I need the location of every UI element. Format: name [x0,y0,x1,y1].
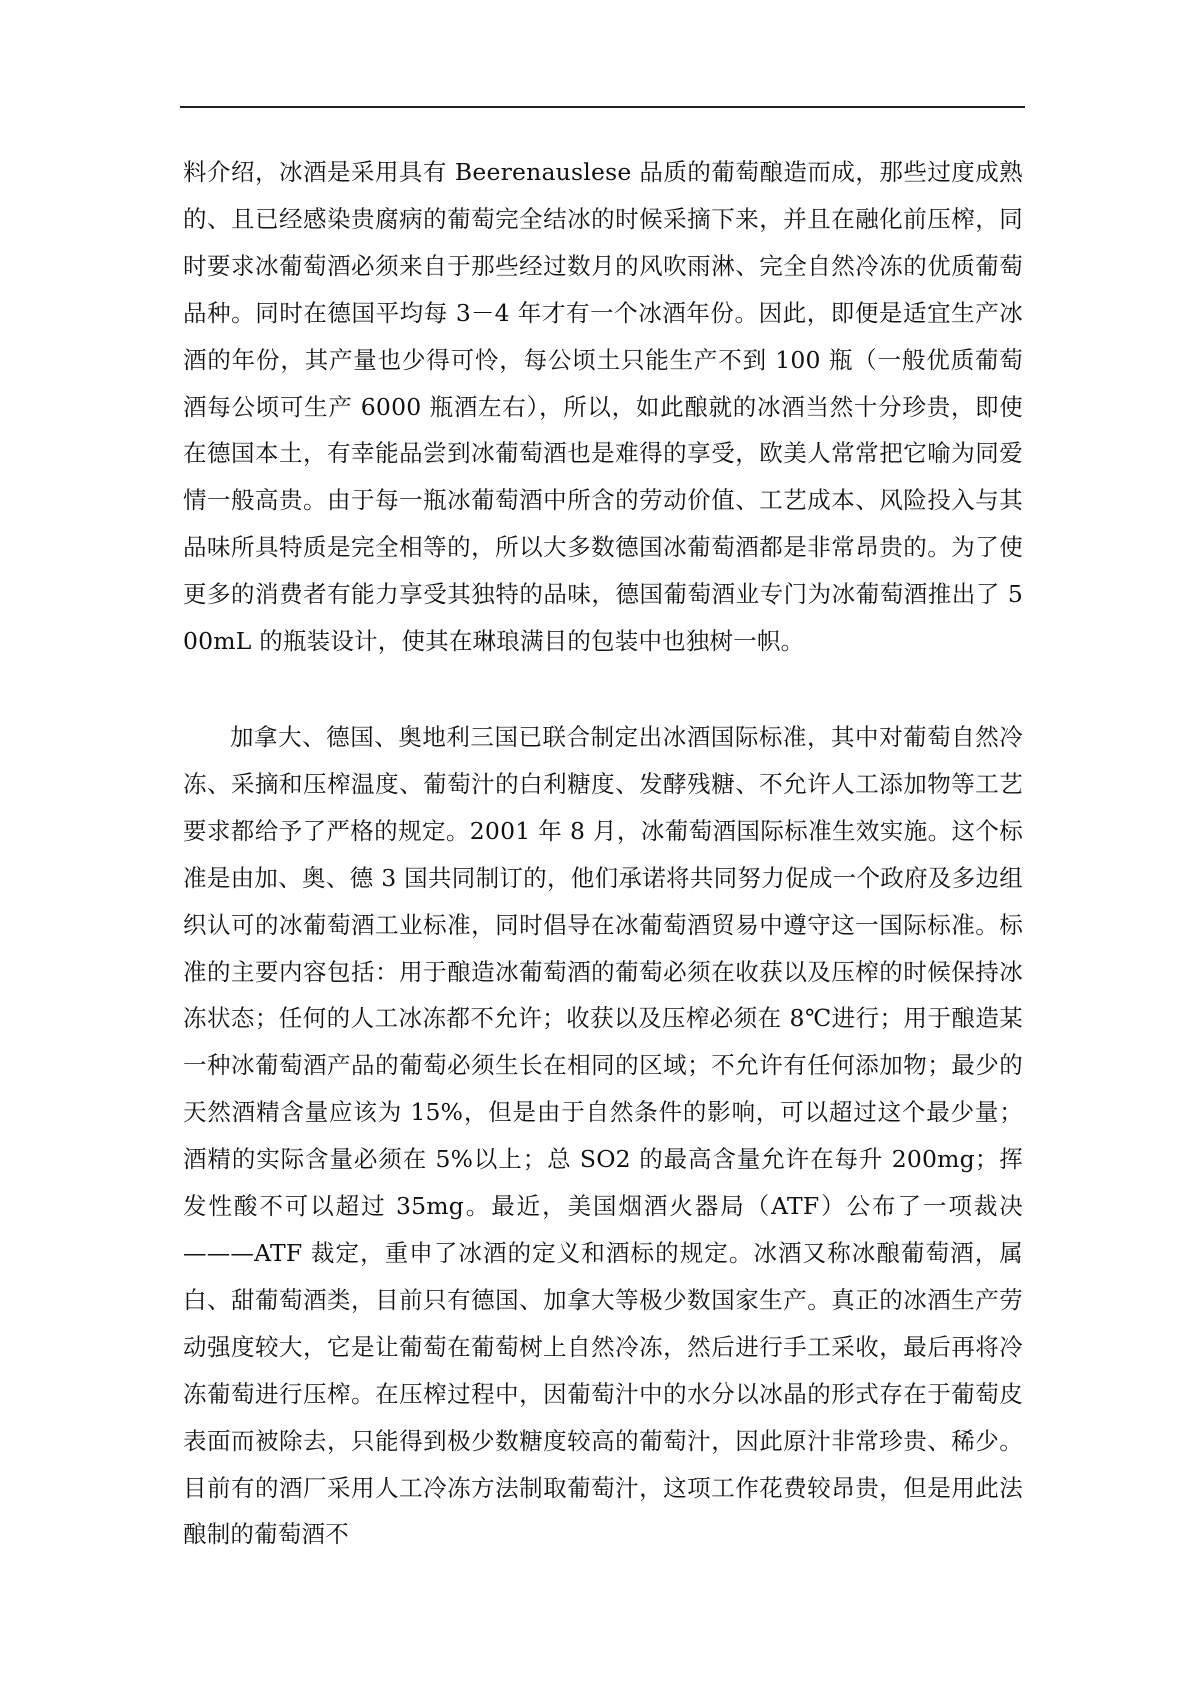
header-rule [180,106,1025,108]
paragraph-2: 加拿大、德国、奥地利三国已联合制定出冰酒国际标准，其中对葡萄自然冷冻、采摘和压榨温度、葡萄汁的白利糖度、发酵残糖、不允许人工添加物等工艺要求都给予了严格的规定。2001 年 8 月，冰葡萄酒国际标准生效实施。这个标准是由加、奥、德 3 国共同制订的，他们承诺将共同努力促成一个政府及多边组织认可的冰葡萄酒工业标准，同时倡导在冰葡萄酒贸易中遵守这一国际标准。标准的主要内容包括：用于酿造冰葡萄酒的葡萄必须在收获以及压榨的时候保持冰冻状态；任何的人工冰冻都不允许；收获以及压榨必须在 8℃进行；用于酿造某一种冰葡萄酒产品的葡萄必须生长在相同的区域；不允许有任何添加物；最少的天然酒精含量应该为 15%，但是由于自然条件的影响，可以超过这个最少量；酒精的实际含量必须在 5%以上；总 SO2 的最高含量允许在每升 200mg；挥发性酸不可以超过 35mg。最近，美国烟酒火器局（ATF）公布了一项裁决———ATF 裁定，重申了冰酒的定义和酒标的规定。冰酒又称冰酿葡萄酒，属白、甜葡萄酒类，目前只有德国、加拿大等极少数国家生产。真正的冰酒生产劳动强度较大，它是让葡萄在葡萄树上自然冷冻，然后进行手工采收，最后再将冷冻葡萄进行压榨。在压榨过程中，因葡萄汁中的水分以冰晶的形式存在于葡萄皮表面而被除去，只能得到极少数糖度较高的葡萄汁，因此原汁非常珍贵、稀少。目前有的酒厂采用人工冷冻方法制取葡萄汁，这项工作花费较昂贵，但是用此法酿制的葡萄酒不 [183,723,1023,1549]
paragraph-1: 料介绍，冰酒是采用具有 Beerenauslese 品质的葡萄酿造而成，那些过度成熟的、且已经感染贵腐病的葡萄完全结冰的时候采摘下来，并且在融化前压榨，同时要求冰葡萄酒必须来自于那些经过数月的风吹雨淋、完全自然冷冻的优质葡萄品种。同时在德国平均每 3－4 年才有一个冰酒年份。因此，即便是适宜生产冰酒的年份，其产量也少得可怜，每公顷土只能生产不到 100 瓶（一般优质葡萄酒每公顷可生产 6000 瓶酒左右），所以，如此酿就的冰酒当然十分珍贵，即使在德国本土，有幸能品尝到冰葡萄酒也是难得的享受，欧美人常常把它喻为同爱情一般高贵。由于每一瓶冰葡萄酒中所含的劳动价值、工艺成本、风险投入与其品味所具特质是完全相等的，所以大多数德国冰葡萄酒都是非常昂贵的。为了使更多的消费者有能力享受其独特的品味，德国葡萄酒业专门为冰葡萄酒推出了 500mL 的瓶装设计，使其在琳琅满目的包装中也独树一帜。 [183,158,1023,656]
